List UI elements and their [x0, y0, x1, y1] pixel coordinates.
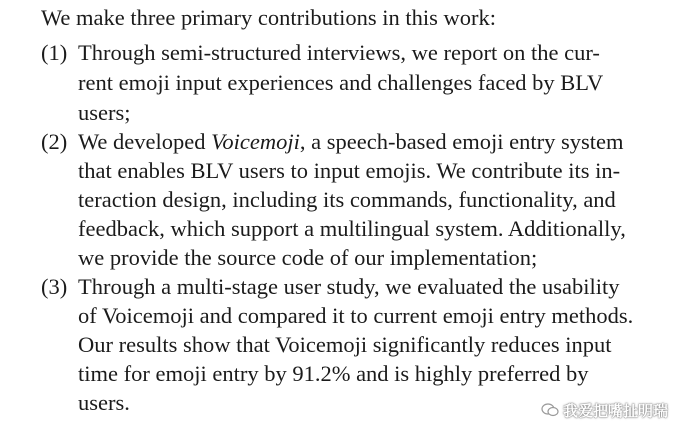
item-2-line-1-pre: We developed	[78, 129, 212, 154]
item-1-line-3: users;	[78, 100, 131, 125]
item-3-line-1: Through a multi-stage user study, we evaluated the usability	[78, 274, 620, 299]
item-3-line-3: Our results show that Voicemoji significantly reduces input	[78, 332, 612, 357]
item-2-line-2: that enables BLV users to input emojis. We contribute its in-	[78, 158, 621, 183]
item-1-number: (1)	[41, 40, 68, 65]
item-2-line-5: we provide the source code of our implementation;	[78, 245, 538, 270]
item-2-line-1	[78, 128, 624, 156]
item-2-line-4: feedback, which support a multilingual system. Additionally,	[78, 216, 626, 241]
item-3-line-5: users.	[78, 390, 130, 415]
intro-sentence: We make three primary contributions in this work:	[41, 5, 496, 30]
item-1-line-2: rent emoji input experiences and challenges faced by BLV	[78, 70, 604, 95]
item-3-line-4: time for emoji entry by 91.2% and is highly preferred by	[78, 361, 589, 386]
item-2-number: (2)	[41, 129, 68, 154]
item-3-line-2: of Voicemoji and compared it to current emoji entry methods.	[78, 303, 634, 328]
wechat-icon	[541, 403, 559, 417]
item-2-line-3: teraction design, including its commands, functionality, and	[78, 187, 616, 212]
system-name-italic: Voicemoji	[211, 129, 300, 154]
watermark	[541, 399, 668, 421]
item-2-line-1-post: , a speech-based emoji entry system	[299, 129, 624, 154]
item-3-number: (3)	[41, 274, 68, 299]
watermark-text: 我爱把嘴扯明瑞	[562, 401, 668, 420]
item-1-line-1: Through semi-structured interviews, we report on the cur-	[78, 40, 600, 65]
